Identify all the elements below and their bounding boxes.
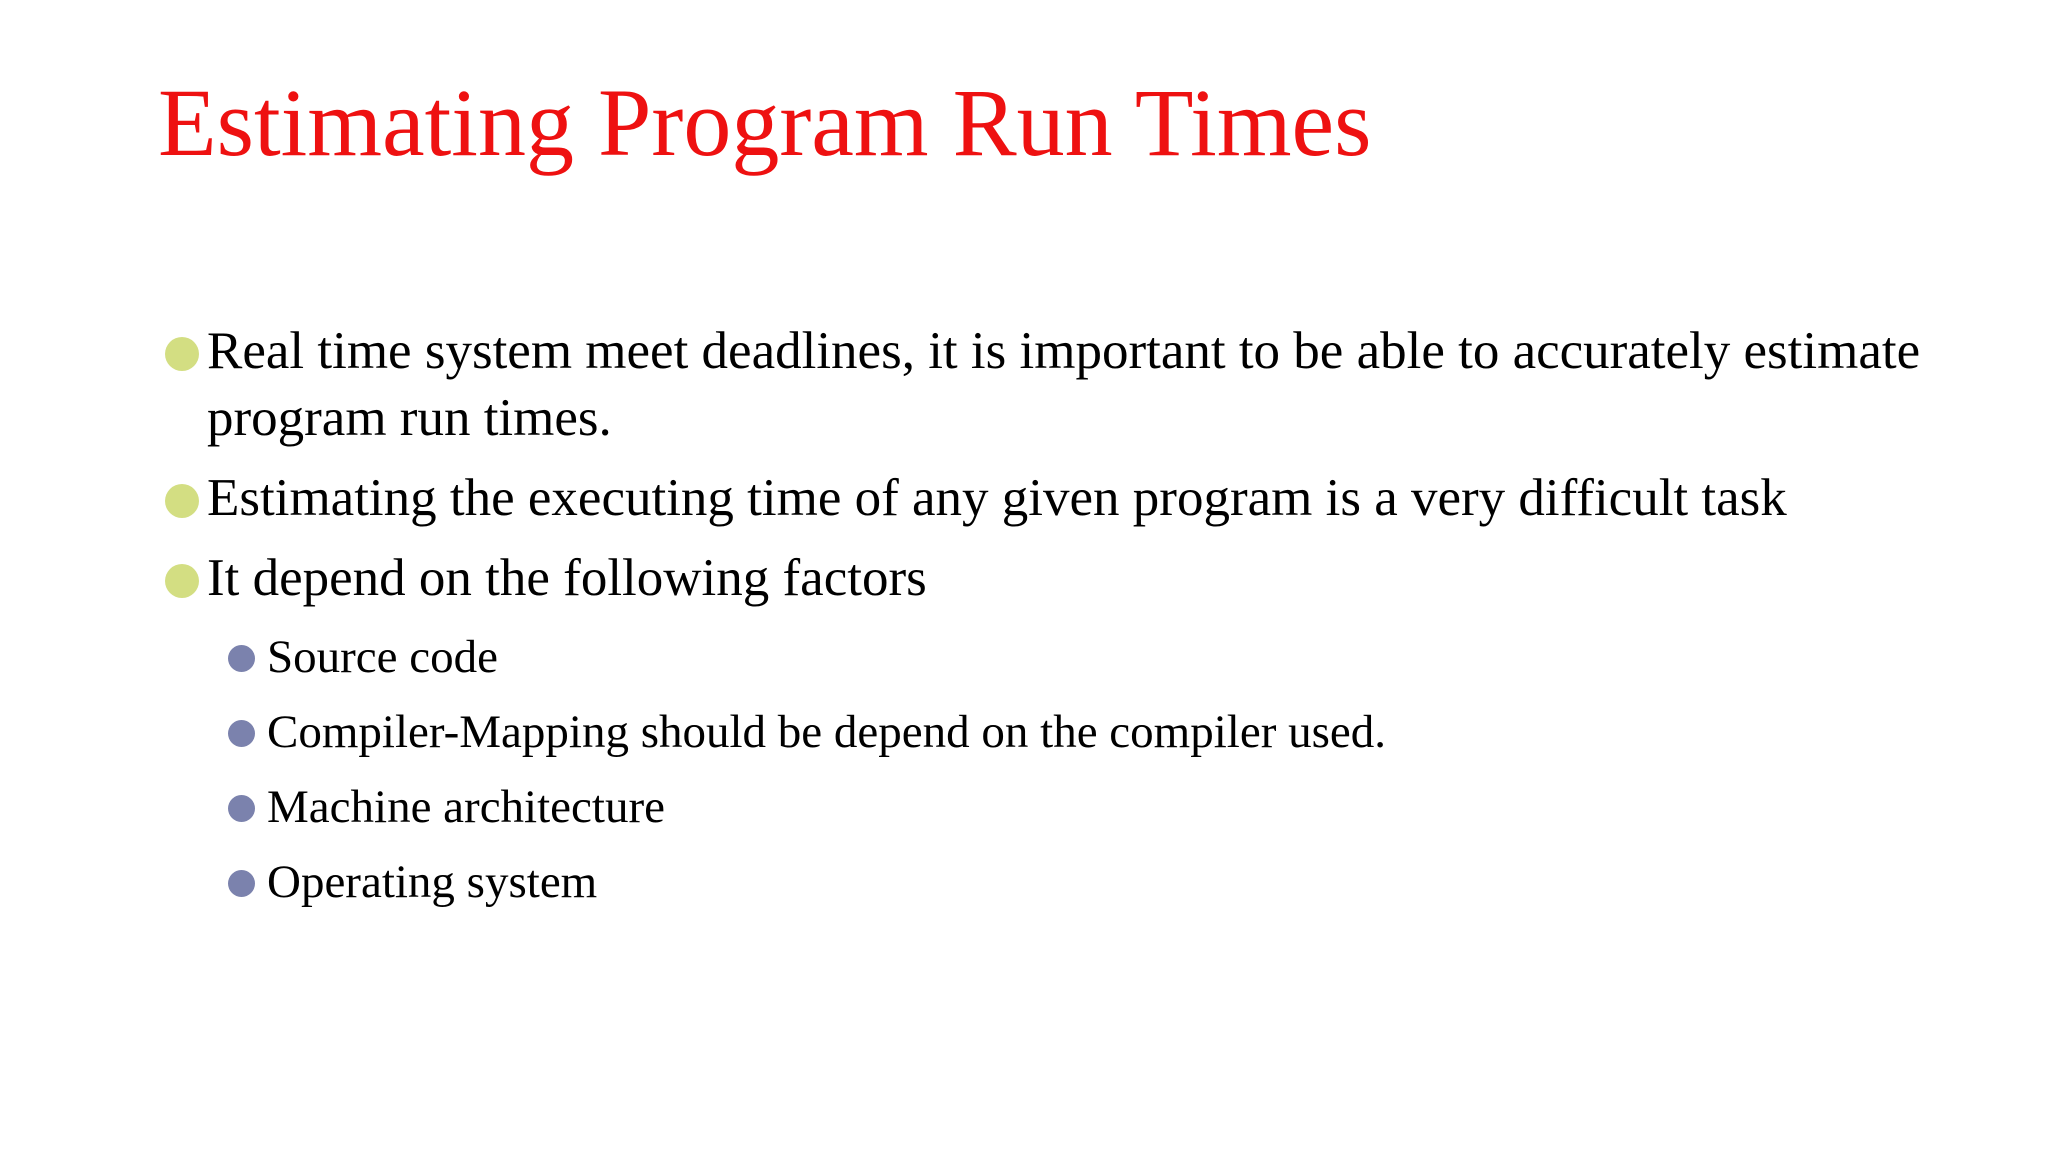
bullet-item (165, 545, 1925, 920)
sub-bullet-item (228, 620, 1925, 695)
sub-bullet-dot-icon (228, 720, 255, 747)
bullet-list (165, 318, 1925, 933)
bullet-text: Real time system meet deadlines, it is important to be able to accurately estimate program run times. (207, 322, 1921, 447)
sub-bullet-item (228, 845, 1925, 920)
bullet-text: It depend on the following factors (207, 549, 927, 607)
bullet-item (165, 465, 1925, 532)
bullet-dot-icon (165, 484, 199, 518)
sub-bullet-list (207, 620, 1925, 920)
sub-bullet-dot-icon (228, 870, 255, 897)
bullet-text: Estimating the executing time of any given program is a very difficult task (207, 469, 1787, 527)
sub-bullet-text: Source code (267, 631, 498, 683)
sub-bullet-item (228, 770, 1925, 845)
sub-bullet-text: Machine architecture (267, 781, 665, 833)
bullet-dot-icon (165, 337, 199, 371)
bullet-dot-icon (165, 564, 199, 598)
slide-title: Estimating Program Run Times (158, 69, 1372, 176)
sub-bullet-item (228, 695, 1925, 770)
sub-bullet-text: Operating system (267, 856, 598, 908)
sub-bullet-text: Compiler-Mapping should be depend on the compiler used. (267, 706, 1387, 758)
sub-bullet-dot-icon (228, 645, 255, 672)
sub-bullet-dot-icon (228, 795, 255, 822)
bullet-item (165, 318, 1925, 452)
